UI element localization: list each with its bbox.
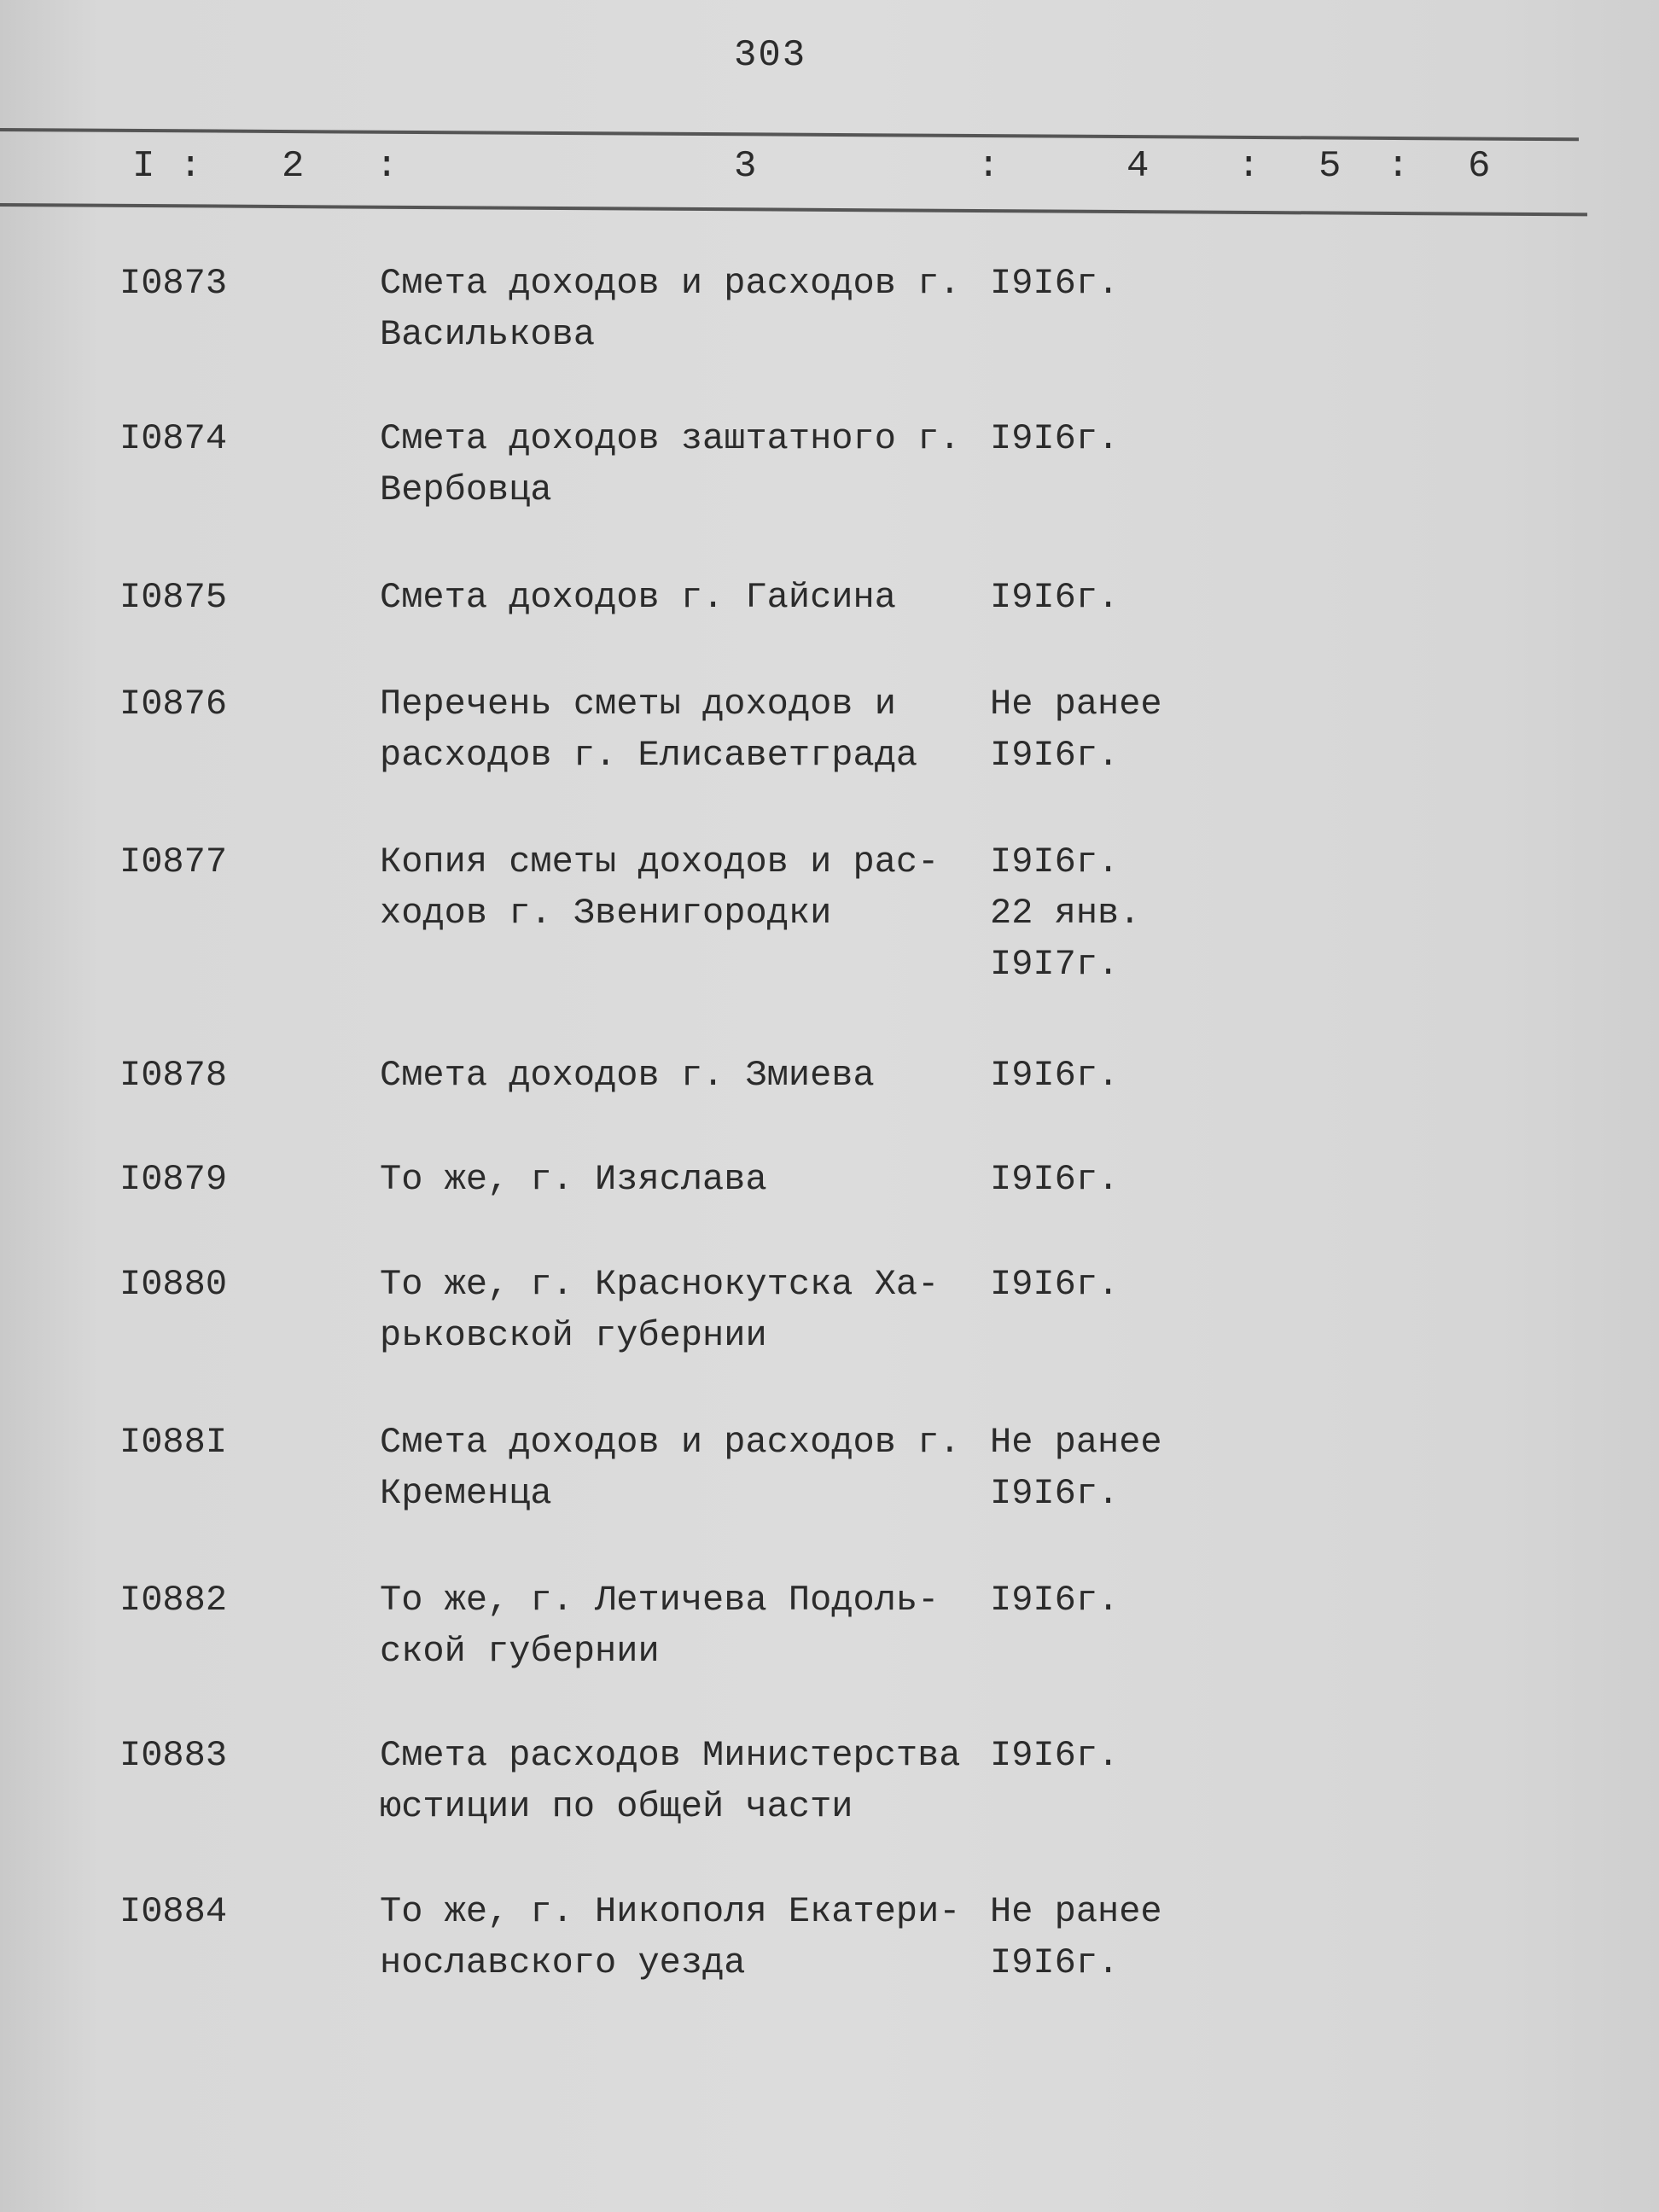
record-number: I0879 bbox=[119, 1159, 228, 1200]
record-date: I9I6г. bbox=[990, 1055, 1120, 1096]
record-number: I0874 bbox=[119, 418, 228, 459]
record-date: I9I6г. bbox=[990, 418, 1120, 459]
record-date: I9I6г. bbox=[990, 1735, 1120, 1776]
record-number: I0883 bbox=[119, 1735, 228, 1776]
record-date: I9I6г. bbox=[990, 1159, 1120, 1200]
column-header-2: 2 bbox=[282, 145, 305, 188]
record-date: I9I6г. 22 янв. I9I7г. bbox=[990, 841, 1141, 985]
record-number: I0878 bbox=[119, 1055, 228, 1096]
record-date: Не ранее I9I6г. bbox=[990, 684, 1162, 776]
record-number: I0873 bbox=[119, 263, 228, 304]
record-title: Смета расходов Министерства юстиции по общей части bbox=[380, 1735, 961, 1827]
record-number: I0882 bbox=[119, 1580, 228, 1621]
page-number: 303 bbox=[734, 34, 807, 77]
column-header-3: 3 bbox=[734, 145, 757, 188]
record-title: Смета доходов заштатного г. Вербовца bbox=[380, 418, 961, 510]
record-title: То же, г. Краснокутска Ха- рьковской губернии bbox=[380, 1264, 940, 1356]
record-title: То же, г. Изяслава bbox=[380, 1159, 767, 1200]
header-rule-bottom bbox=[0, 203, 1587, 216]
record-title: Смета доходов и расходов г. Кременца bbox=[380, 1422, 961, 1514]
record-number: I0875 bbox=[119, 577, 228, 618]
record-title: Копия сметы доходов и рас- ходов г. Звенигородки bbox=[380, 841, 940, 934]
column-header-sep-3: : bbox=[977, 145, 1000, 188]
column-header-1: I bbox=[132, 145, 155, 188]
record-title: Смета доходов г. Змиева bbox=[380, 1055, 875, 1096]
record-title: Смета доходов и расходов г. Василькова bbox=[380, 263, 961, 355]
column-header-sep-2: : bbox=[375, 145, 399, 188]
column-header-sep-5: : bbox=[1387, 145, 1410, 188]
record-date: Не ранее I9I6г. bbox=[990, 1422, 1162, 1514]
record-number: I0880 bbox=[119, 1264, 228, 1305]
record-number: I0884 bbox=[119, 1891, 228, 1932]
record-date: I9I6г. bbox=[990, 263, 1120, 304]
record-title: Перечень сметы доходов и расходов г. Елисаветграда bbox=[380, 684, 918, 776]
column-header-4: 4 bbox=[1126, 145, 1150, 188]
record-number: I0877 bbox=[119, 841, 228, 882]
record-date: I9I6г. bbox=[990, 1580, 1120, 1621]
column-header-sep-1: : bbox=[179, 145, 202, 188]
record-title: То же, г. Никополя Екатери- нославского уезда bbox=[380, 1891, 961, 1983]
column-header-sep-4: : bbox=[1237, 145, 1260, 188]
column-header-5: 5 bbox=[1318, 145, 1342, 188]
record-number: I0876 bbox=[119, 684, 228, 725]
record-title: Смета доходов г. Гайсина bbox=[380, 577, 896, 618]
record-title: То же, г. Летичева Подоль- ской губернии bbox=[380, 1580, 940, 1672]
record-date: I9I6г. bbox=[990, 1264, 1120, 1305]
record-date: I9I6г. bbox=[990, 577, 1120, 618]
record-date: Не ранее I9I6г. bbox=[990, 1891, 1162, 1983]
column-header-6: 6 bbox=[1468, 145, 1491, 188]
record-number: I088I bbox=[119, 1422, 228, 1463]
header-rule-top bbox=[0, 128, 1579, 141]
